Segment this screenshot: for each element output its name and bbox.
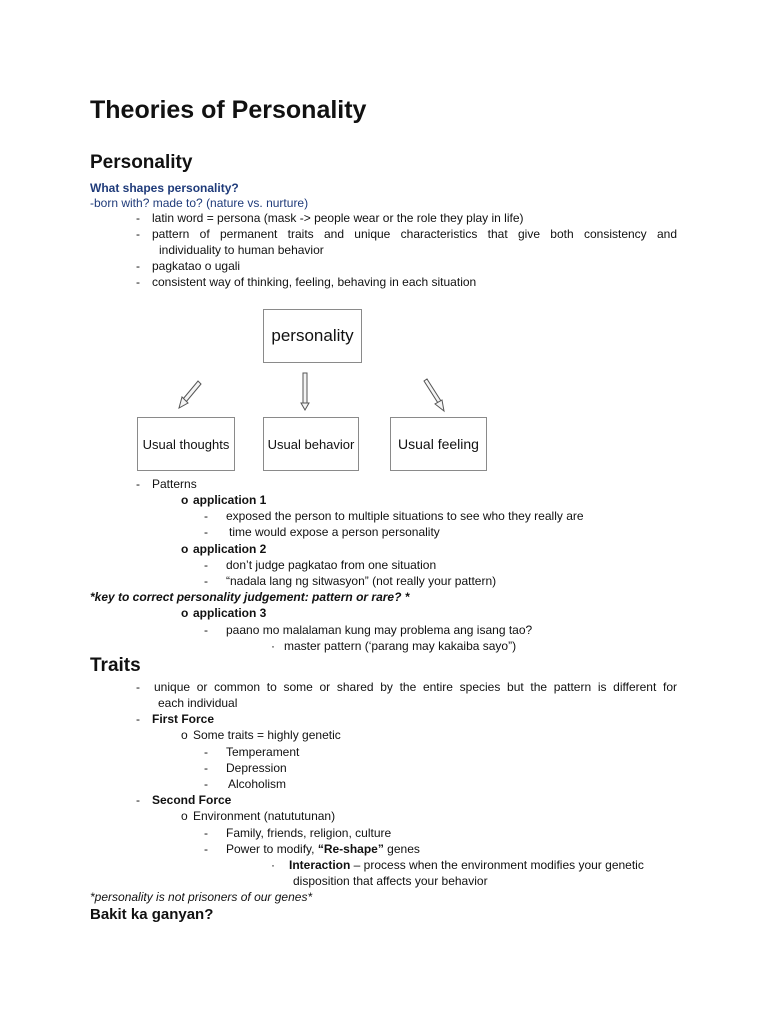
application-1-label: application 1 [193, 493, 267, 507]
genes-note: *personality is not prisoners of our genes* [90, 890, 313, 904]
application-1-item: exposed the person to multiple situations to see who they really are [226, 509, 584, 523]
application-3-subitem: master pattern (‘parang may kakaiba sayo”) [284, 639, 517, 653]
dash-marker: - [136, 275, 140, 289]
patterns-label: Patterns [152, 477, 197, 491]
dash-marker: - [204, 623, 208, 637]
o-marker: o [181, 606, 189, 620]
dash-marker: - [204, 574, 208, 588]
reshape-text: “Re-shape” [317, 842, 384, 856]
dot-marker: · [271, 639, 275, 653]
key-note: *key to correct personality judgement: pattern or rare? * [90, 590, 410, 604]
dash-marker: - [136, 680, 140, 694]
diagram-personality-box: personality [263, 309, 362, 363]
bullet-item: consistent way of thinking, feeling, behaving in each situation [152, 275, 477, 289]
genes-text: genes [383, 842, 420, 856]
dash-marker: - [204, 745, 208, 759]
o-marker: o [181, 542, 189, 556]
arrow-left-icon [179, 381, 201, 408]
dash-marker: - [204, 525, 208, 539]
first-force-label: First Force [152, 712, 215, 726]
application-2-item: “nadala lang ng sitwasyon” (not really your pattern) [226, 574, 497, 588]
traits-intro: unique or common to some or shared by the entire species but the pattern is different for [154, 680, 677, 694]
diagram-feeling-box: Usual feeling [390, 417, 487, 471]
dash-marker: - [204, 761, 208, 775]
dash-marker: - [136, 477, 140, 491]
traits-intro-continued: each individual [158, 696, 238, 710]
bullet-item: latin word = persona (mask -> people wear or the role they play in life) [152, 211, 524, 225]
dash-marker: - [136, 211, 140, 225]
second-force-item: Family, friends, religion, culture [226, 826, 392, 840]
first-force-item: Temperament [226, 745, 300, 759]
first-force-sub: Some traits = highly genetic [193, 728, 341, 742]
application-2-item: don’t judge pagkatao from one situation [226, 558, 437, 572]
diagram-thoughts-box: Usual thoughts [137, 417, 235, 471]
interaction-label: Interaction [289, 858, 351, 872]
second-force-label: Second Force [152, 793, 232, 807]
first-force-item: Depression [226, 761, 287, 775]
dot-marker: · [271, 858, 275, 872]
application-1-item: time would expose a person personality [229, 525, 440, 539]
dash-marker: - [204, 826, 208, 840]
interaction-continued: disposition that affects your behavior [293, 874, 488, 888]
dash-marker: - [136, 227, 140, 241]
dash-marker: - [136, 712, 140, 726]
traits-heading: Traits [90, 655, 141, 676]
dash-marker: - [204, 842, 208, 856]
power-to-modify-text: Power to modify, [226, 842, 318, 856]
o-marker: o [181, 493, 189, 507]
dash-marker: - [204, 558, 208, 572]
second-force-sub: Environment (natututunan) [193, 809, 336, 823]
interaction-text: – process when the environment modifies your genetic [350, 858, 644, 872]
dash-marker: - [136, 793, 140, 807]
first-force-item: Alcoholism [228, 777, 287, 791]
dash-marker: - [204, 777, 208, 791]
application-3-label: application 3 [193, 606, 267, 620]
diagram-behavior-box: Usual behavior [263, 417, 359, 471]
dash-marker: - [136, 259, 140, 273]
bakit-heading: Bakit ka ganyan? [90, 906, 214, 923]
bullet-item: pattern of permanent traits and unique characteristics that give both consistency and [152, 227, 677, 241]
personality-heading: Personality [90, 152, 193, 173]
page-title: Theories of Personality [90, 96, 367, 124]
arrow-down-icon [301, 373, 309, 410]
bullet-item-continued: individuality to human behavior [159, 243, 324, 257]
application-2-label: application 2 [193, 542, 267, 556]
bullet-item: pagkatao o ugali [152, 259, 241, 273]
question-text: What shapes personality? [90, 181, 239, 195]
o-marker: o [181, 728, 188, 742]
interaction-item [289, 857, 644, 873]
o-marker: o [181, 809, 188, 823]
application-3-item: paano mo malalaman kung may problema ang isang tao? [226, 623, 533, 637]
dash-marker: - [204, 509, 208, 523]
second-force-item [226, 841, 420, 857]
subquestion-text: -born with? made to? (nature vs. nurture) [90, 196, 309, 210]
arrow-right-icon [424, 379, 444, 411]
diagram-arrows [170, 370, 450, 418]
